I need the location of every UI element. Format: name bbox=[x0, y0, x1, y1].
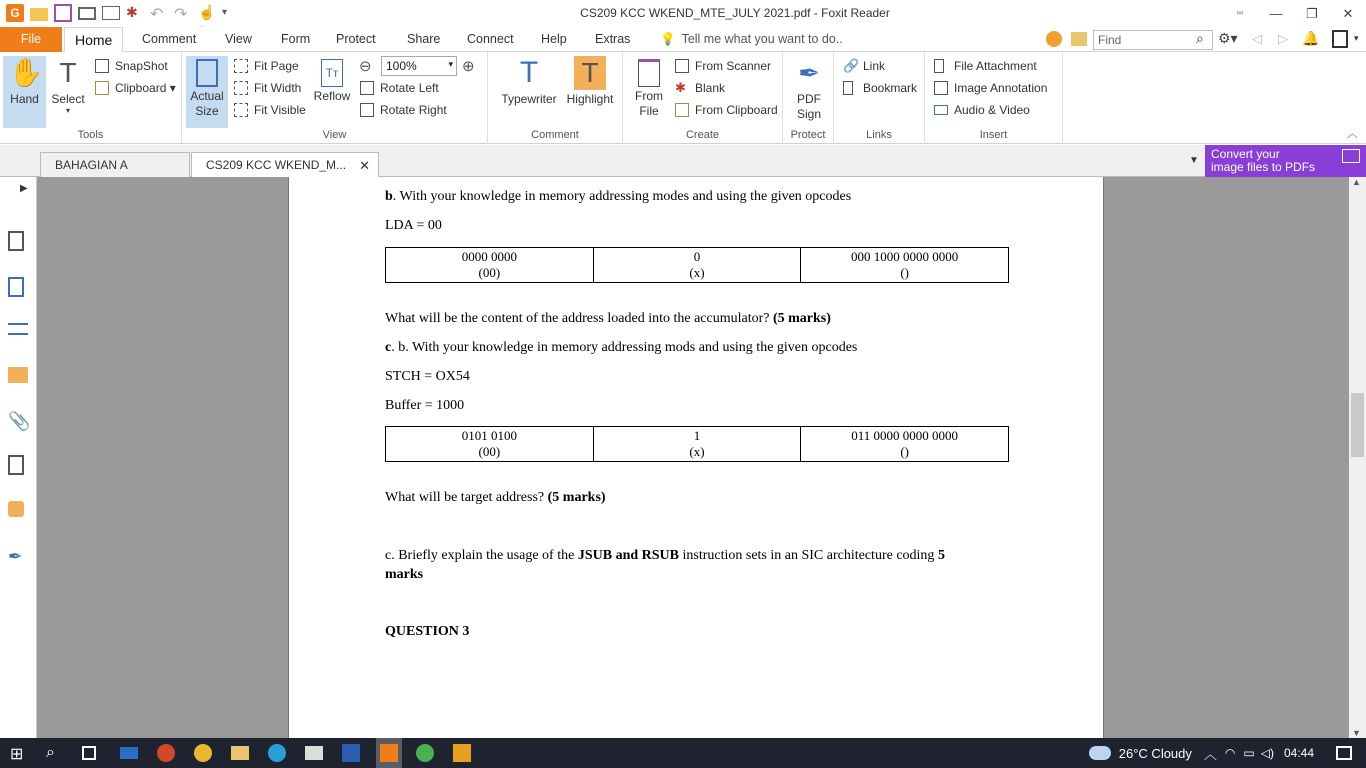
expand-sidebar-icon[interactable]: ▶ bbox=[20, 183, 28, 194]
zoom-in-icon[interactable]: ⊕ bbox=[462, 58, 475, 75]
prev-arrow-icon[interactable]: ◁ bbox=[1252, 31, 1262, 46]
mail-icon[interactable] bbox=[120, 747, 138, 759]
attachments-paperclip-icon[interactable]: 📎 bbox=[8, 411, 31, 431]
view-group-label: View bbox=[322, 129, 347, 141]
document-tab-bar bbox=[0, 145, 1366, 177]
fit-page-icon bbox=[234, 59, 248, 73]
powerpoint-icon[interactable] bbox=[157, 744, 175, 762]
certificate-pen-icon[interactable]: ✒ bbox=[8, 547, 23, 566]
pdf-sign-button[interactable] bbox=[789, 56, 829, 122]
wifi-icon[interactable]: ◠ bbox=[1224, 746, 1236, 760]
find-input[interactable]: Find bbox=[1093, 30, 1213, 50]
film-icon bbox=[934, 105, 948, 115]
select-button[interactable] bbox=[48, 56, 88, 115]
search-icon[interactable]: ⌕ bbox=[1196, 30, 1204, 46]
task-view-icon[interactable] bbox=[82, 746, 96, 760]
file-attachment-button[interactable] bbox=[934, 56, 1037, 76]
ribbon-panel bbox=[0, 52, 1366, 144]
network-app-icon[interactable] bbox=[416, 744, 434, 762]
pdf-page bbox=[288, 177, 1104, 738]
signature-panel-icon[interactable] bbox=[8, 455, 24, 475]
rotate-right-label: Rotate Right bbox=[380, 103, 447, 117]
convert-banner-line2: image files to PDFs bbox=[1211, 160, 1316, 174]
cell-line: 011 0000 0000 0000 bbox=[851, 428, 959, 443]
highlight-icon: T bbox=[574, 56, 606, 90]
windows-taskbar bbox=[0, 738, 1366, 768]
table-cell bbox=[386, 427, 594, 462]
marks-label: (5 marks) bbox=[772, 311, 831, 326]
from-file-button[interactable] bbox=[629, 56, 669, 119]
weather-text[interactable]: 26°C Cloudy bbox=[1118, 745, 1192, 761]
question-b-heading bbox=[385, 189, 851, 205]
cell-line: () bbox=[900, 265, 909, 280]
link-icon: 🔗 bbox=[843, 58, 860, 73]
actual-size-icon bbox=[196, 59, 218, 87]
question-target-address bbox=[385, 490, 606, 506]
tell-me-text: Tell me what you want to do.. bbox=[681, 32, 843, 46]
cell-line: (x) bbox=[689, 265, 705, 280]
group-comment bbox=[488, 52, 623, 144]
table-cell bbox=[801, 427, 1009, 462]
close-button[interactable]: ✕ bbox=[1342, 5, 1354, 21]
group-links bbox=[834, 52, 925, 144]
typewriter-label: Typewriter bbox=[501, 92, 557, 106]
tab-file[interactable]: File bbox=[0, 27, 62, 52]
snapshot-button[interactable] bbox=[95, 56, 168, 76]
reflow-icon: Tт bbox=[321, 59, 343, 87]
tab-connect[interactable]: Connect bbox=[467, 32, 514, 46]
cell-line: 0 bbox=[693, 249, 701, 264]
select-dropdown-icon[interactable]: ▾ bbox=[65, 106, 70, 115]
question-jsub-rsub bbox=[385, 548, 945, 564]
clipboard-paste-icon bbox=[675, 103, 689, 117]
paperclip-icon bbox=[934, 59, 944, 73]
sublime-icon[interactable] bbox=[453, 744, 471, 762]
scrollbar-thumb[interactable] bbox=[1351, 393, 1364, 457]
from-scanner-label: From Scanner bbox=[695, 59, 772, 73]
fit-visible-label: Fit Visible bbox=[254, 103, 306, 117]
question-c-heading bbox=[385, 340, 857, 356]
table-cell bbox=[593, 248, 801, 283]
tab-home[interactable]: Home bbox=[64, 27, 123, 53]
hand-label: Hand bbox=[10, 92, 39, 106]
tell-me-search[interactable] bbox=[660, 27, 843, 52]
convert-banner-line1: Convert your bbox=[1211, 147, 1280, 161]
doc-tab-bahagian-a[interactable] bbox=[40, 152, 190, 177]
select-label: Select bbox=[51, 92, 85, 106]
scroll-down-arrow-icon[interactable]: ▼ bbox=[1352, 728, 1361, 738]
file-attachment-label: File Attachment bbox=[954, 59, 1037, 73]
window-title: CS209 KCC WKEND_MTE_JULY 2021.pdf - Foxit Reader bbox=[580, 6, 890, 20]
store-icon[interactable] bbox=[305, 746, 323, 760]
fit-width-button[interactable] bbox=[234, 78, 301, 98]
typewriter-icon: T bbox=[519, 56, 539, 89]
group-view bbox=[182, 52, 488, 144]
audio-video-label: Audio & Video bbox=[954, 103, 1030, 117]
tab-list-dropdown-icon[interactable]: ▼ bbox=[1189, 155, 1199, 166]
image-annotation-button[interactable] bbox=[934, 78, 1047, 98]
ribbon-tab-bar bbox=[0, 27, 1366, 52]
from-clipboard-button[interactable] bbox=[675, 100, 778, 120]
doc-tab-cs209[interactable] bbox=[191, 152, 379, 177]
cell-line: 1 bbox=[693, 428, 701, 443]
clipboard-label: Clipboard bbox=[115, 81, 167, 95]
undo-icon[interactable]: ↶ bbox=[150, 6, 164, 23]
redo-icon[interactable]: ↷ bbox=[174, 6, 188, 23]
cell-line: 0101 0100 bbox=[461, 428, 517, 443]
zoom-out-icon[interactable]: ⊖ bbox=[359, 58, 372, 75]
group-tools bbox=[0, 52, 182, 144]
question-c-label: c bbox=[385, 340, 392, 355]
buffer-value: Buffer = 1000 bbox=[385, 398, 465, 413]
camera-icon bbox=[95, 59, 109, 73]
question-3-heading: QUESTION 3 bbox=[385, 624, 470, 639]
blank-label: Blank bbox=[695, 81, 726, 95]
cell-line: 0000 0000 bbox=[461, 249, 517, 264]
typewriter-button[interactable] bbox=[498, 56, 560, 106]
rotate-left-label: Rotate Left bbox=[380, 81, 439, 95]
layers-icon[interactable] bbox=[8, 323, 28, 335]
doc-tab-bahagian-a-label: BAHAGIAN A bbox=[55, 158, 128, 172]
bookmark-icon bbox=[843, 81, 853, 95]
question-accumulator bbox=[385, 311, 831, 327]
actual-size-label: Actual Size bbox=[190, 89, 224, 118]
weather-cloud-icon bbox=[1089, 746, 1111, 760]
link-label: Link bbox=[863, 59, 886, 73]
insert-group-label: Insert bbox=[979, 129, 1008, 141]
zoom-dropdown-icon: ▾ bbox=[448, 59, 453, 69]
bookmark-label: Bookmark bbox=[863, 81, 918, 95]
rotate-right-button[interactable] bbox=[360, 100, 447, 120]
new-doc-icon[interactable]: ✱ bbox=[126, 4, 138, 20]
scanner-icon bbox=[675, 59, 689, 73]
close-tab-icon[interactable]: ✕ bbox=[359, 158, 370, 173]
from-file-icon bbox=[638, 59, 660, 87]
question-c-text: . b. With your knowledge in memory addressing mods and using the given opcodes bbox=[391, 340, 858, 355]
rotate-right-icon bbox=[360, 103, 374, 117]
tab-protect[interactable]: Protect bbox=[336, 32, 376, 46]
select-text-icon: T bbox=[59, 57, 77, 88]
table-cell bbox=[593, 427, 801, 462]
vertical-scrollbar[interactable] bbox=[1349, 177, 1366, 738]
tab-share[interactable]: Share bbox=[407, 32, 441, 46]
hand-button[interactable] bbox=[3, 56, 46, 128]
security-lock-icon[interactable] bbox=[8, 501, 24, 517]
marks-word: marks bbox=[385, 567, 424, 582]
word-icon[interactable] bbox=[342, 744, 360, 762]
fit-width-icon bbox=[234, 81, 248, 95]
group-create bbox=[623, 52, 783, 144]
user-account-icon[interactable] bbox=[1332, 30, 1348, 48]
tab-view[interactable]: View bbox=[225, 32, 252, 46]
clipboard-button[interactable]: Clipboard ▾ bbox=[95, 78, 176, 98]
ribbon-display-icon[interactable]: ▫▫ bbox=[1236, 8, 1244, 19]
pdf-sign-label: PDF Sign bbox=[796, 92, 822, 121]
comment-group-label: Comment bbox=[531, 129, 579, 141]
volume-icon[interactable]: ◁) bbox=[1260, 746, 1274, 760]
cell-line: (00) bbox=[478, 265, 501, 280]
opcode-table-1 bbox=[385, 247, 1009, 283]
tab-extras[interactable]: Extras bbox=[595, 32, 631, 46]
foxit-taskbar-icon[interactable] bbox=[380, 744, 398, 762]
rotate-left-button[interactable] bbox=[360, 78, 439, 98]
reflow-button[interactable] bbox=[311, 56, 353, 103]
create-group-label: Create bbox=[685, 129, 720, 141]
hand-tool-quick-icon[interactable]: ☝ bbox=[198, 4, 216, 20]
actual-size-button[interactable] bbox=[186, 56, 228, 128]
edge-icon[interactable] bbox=[268, 744, 286, 762]
fit-width-label: Fit Width bbox=[254, 81, 302, 95]
cell-line: () bbox=[900, 444, 909, 459]
table-row bbox=[386, 248, 1009, 283]
clock-time[interactable]: 04:44 bbox=[1283, 746, 1314, 760]
question-b-text: . With your knowledge in memory addressing modes and using the given opcodes bbox=[392, 189, 852, 204]
from-clipboard-label: From Clipboard bbox=[695, 103, 778, 117]
cell-line: (x) bbox=[689, 444, 705, 459]
opcode-table-2 bbox=[385, 426, 1009, 462]
group-protect bbox=[783, 52, 834, 144]
table-cell bbox=[386, 248, 594, 283]
window-controls bbox=[1222, 0, 1366, 27]
foxit-logo-icon: G bbox=[6, 4, 24, 22]
page-thumbnails-icon[interactable] bbox=[8, 231, 24, 251]
highlight-label: Highlight bbox=[566, 92, 614, 106]
links-group-label: Links bbox=[866, 129, 892, 141]
reflow-label: Reflow bbox=[313, 89, 351, 103]
cell-line: (00) bbox=[478, 444, 501, 459]
lightbulb-icon: 💡 bbox=[660, 32, 676, 46]
table-row bbox=[386, 427, 1009, 462]
highlight-button[interactable] bbox=[564, 56, 616, 106]
action-center-icon[interactable] bbox=[1336, 746, 1352, 760]
question-b-label: b bbox=[385, 189, 393, 204]
clipboard-icon bbox=[95, 81, 109, 95]
snapshot-label: SnapShot bbox=[115, 59, 168, 73]
audio-video-button[interactable] bbox=[934, 100, 1030, 120]
battery-icon[interactable]: ▭ bbox=[1243, 746, 1255, 760]
marks-label: (5 marks) bbox=[547, 490, 606, 505]
tab-comment[interactable]: Comment bbox=[142, 32, 197, 46]
pen-sign-icon: ✒ bbox=[798, 58, 820, 88]
image-convert-icon bbox=[1342, 149, 1360, 163]
settings-gear-icon[interactable]: ⚙▾ bbox=[1218, 30, 1238, 46]
table-cell bbox=[801, 248, 1009, 283]
cell-line: 000 1000 0000 0000 bbox=[851, 249, 959, 264]
tools-group-label: Tools bbox=[77, 129, 104, 141]
windows-start-icon[interactable]: ⊞ bbox=[10, 746, 24, 763]
from-file-label: From File bbox=[635, 89, 663, 118]
file-explorer-icon[interactable] bbox=[231, 746, 249, 760]
tray-chevron-icon[interactable]: ︿ bbox=[1203, 746, 1217, 762]
from-scanner-button[interactable] bbox=[675, 56, 771, 76]
fit-visible-icon bbox=[234, 103, 248, 117]
collapse-ribbon-icon[interactable]: ︿ bbox=[1347, 128, 1358, 140]
like-icon[interactable] bbox=[1046, 31, 1062, 47]
jsub-rsub-bold: JSUB and RSUB bbox=[577, 548, 679, 563]
user-dropdown-icon[interactable]: ▾ bbox=[1354, 33, 1359, 43]
question-target-text: What will be target address? bbox=[385, 490, 548, 505]
fit-page-label: Fit Page bbox=[254, 59, 299, 73]
fit-visible-button[interactable] bbox=[234, 100, 306, 120]
group-insert bbox=[925, 52, 1063, 144]
protect-group-label: Protect bbox=[790, 129, 826, 141]
blank-page-icon: ✱ bbox=[675, 80, 686, 95]
navigation-sidebar bbox=[0, 177, 37, 738]
hand-icon: ✋ bbox=[8, 57, 44, 88]
marks-number: 5 bbox=[937, 548, 945, 563]
convert-images-banner[interactable] bbox=[1205, 145, 1366, 177]
image-annotation-label: Image Annotation bbox=[954, 81, 1048, 95]
customize-dropdown-icon[interactable]: ▾ bbox=[222, 7, 228, 18]
chrome-icon[interactable] bbox=[194, 744, 212, 762]
system-tray bbox=[1089, 738, 1366, 768]
fit-page-button[interactable] bbox=[234, 56, 299, 76]
blank-button[interactable] bbox=[675, 78, 725, 98]
question-accumulator-text: What will be the content of the address loaded into the accumulator? bbox=[385, 311, 773, 326]
doc-tab-cs209-label: CS209 KCC WKEND_M... bbox=[206, 158, 347, 172]
next-arrow-icon[interactable]: ▷ bbox=[1278, 31, 1288, 46]
stch-opcode: STCH = OX54 bbox=[385, 369, 470, 384]
restore-button[interactable]: ❐ bbox=[1306, 5, 1318, 21]
lda-opcode: LDA = 00 bbox=[385, 218, 442, 233]
comments-panel-icon[interactable] bbox=[8, 367, 28, 383]
search-icon[interactable]: ⌕ bbox=[46, 744, 55, 761]
tab-form[interactable]: Form bbox=[281, 32, 311, 46]
notification-bell-icon[interactable]: 🔔 bbox=[1302, 30, 1320, 46]
image-icon bbox=[934, 81, 948, 95]
tab-help[interactable]: Help bbox=[541, 32, 567, 46]
link-button[interactable] bbox=[843, 56, 885, 76]
jsub-text-pre: c. Briefly explain the usage of the bbox=[385, 548, 578, 563]
title-bar bbox=[0, 0, 1366, 27]
zoom-select[interactable] bbox=[381, 56, 457, 76]
document-view[interactable] bbox=[37, 177, 1349, 738]
minimize-button[interactable]: — bbox=[1269, 6, 1283, 21]
scroll-up-arrow-icon[interactable]: ▲ bbox=[1352, 177, 1361, 187]
zoom-value: 100% bbox=[386, 59, 417, 73]
jsub-text-post: instruction sets in an SIC architecture coding bbox=[678, 548, 938, 563]
search-folder-icon[interactable] bbox=[1071, 32, 1087, 46]
rotate-left-icon bbox=[360, 81, 374, 95]
pages-panel-icon[interactable] bbox=[8, 277, 24, 297]
bookmark-button[interactable] bbox=[843, 78, 917, 98]
